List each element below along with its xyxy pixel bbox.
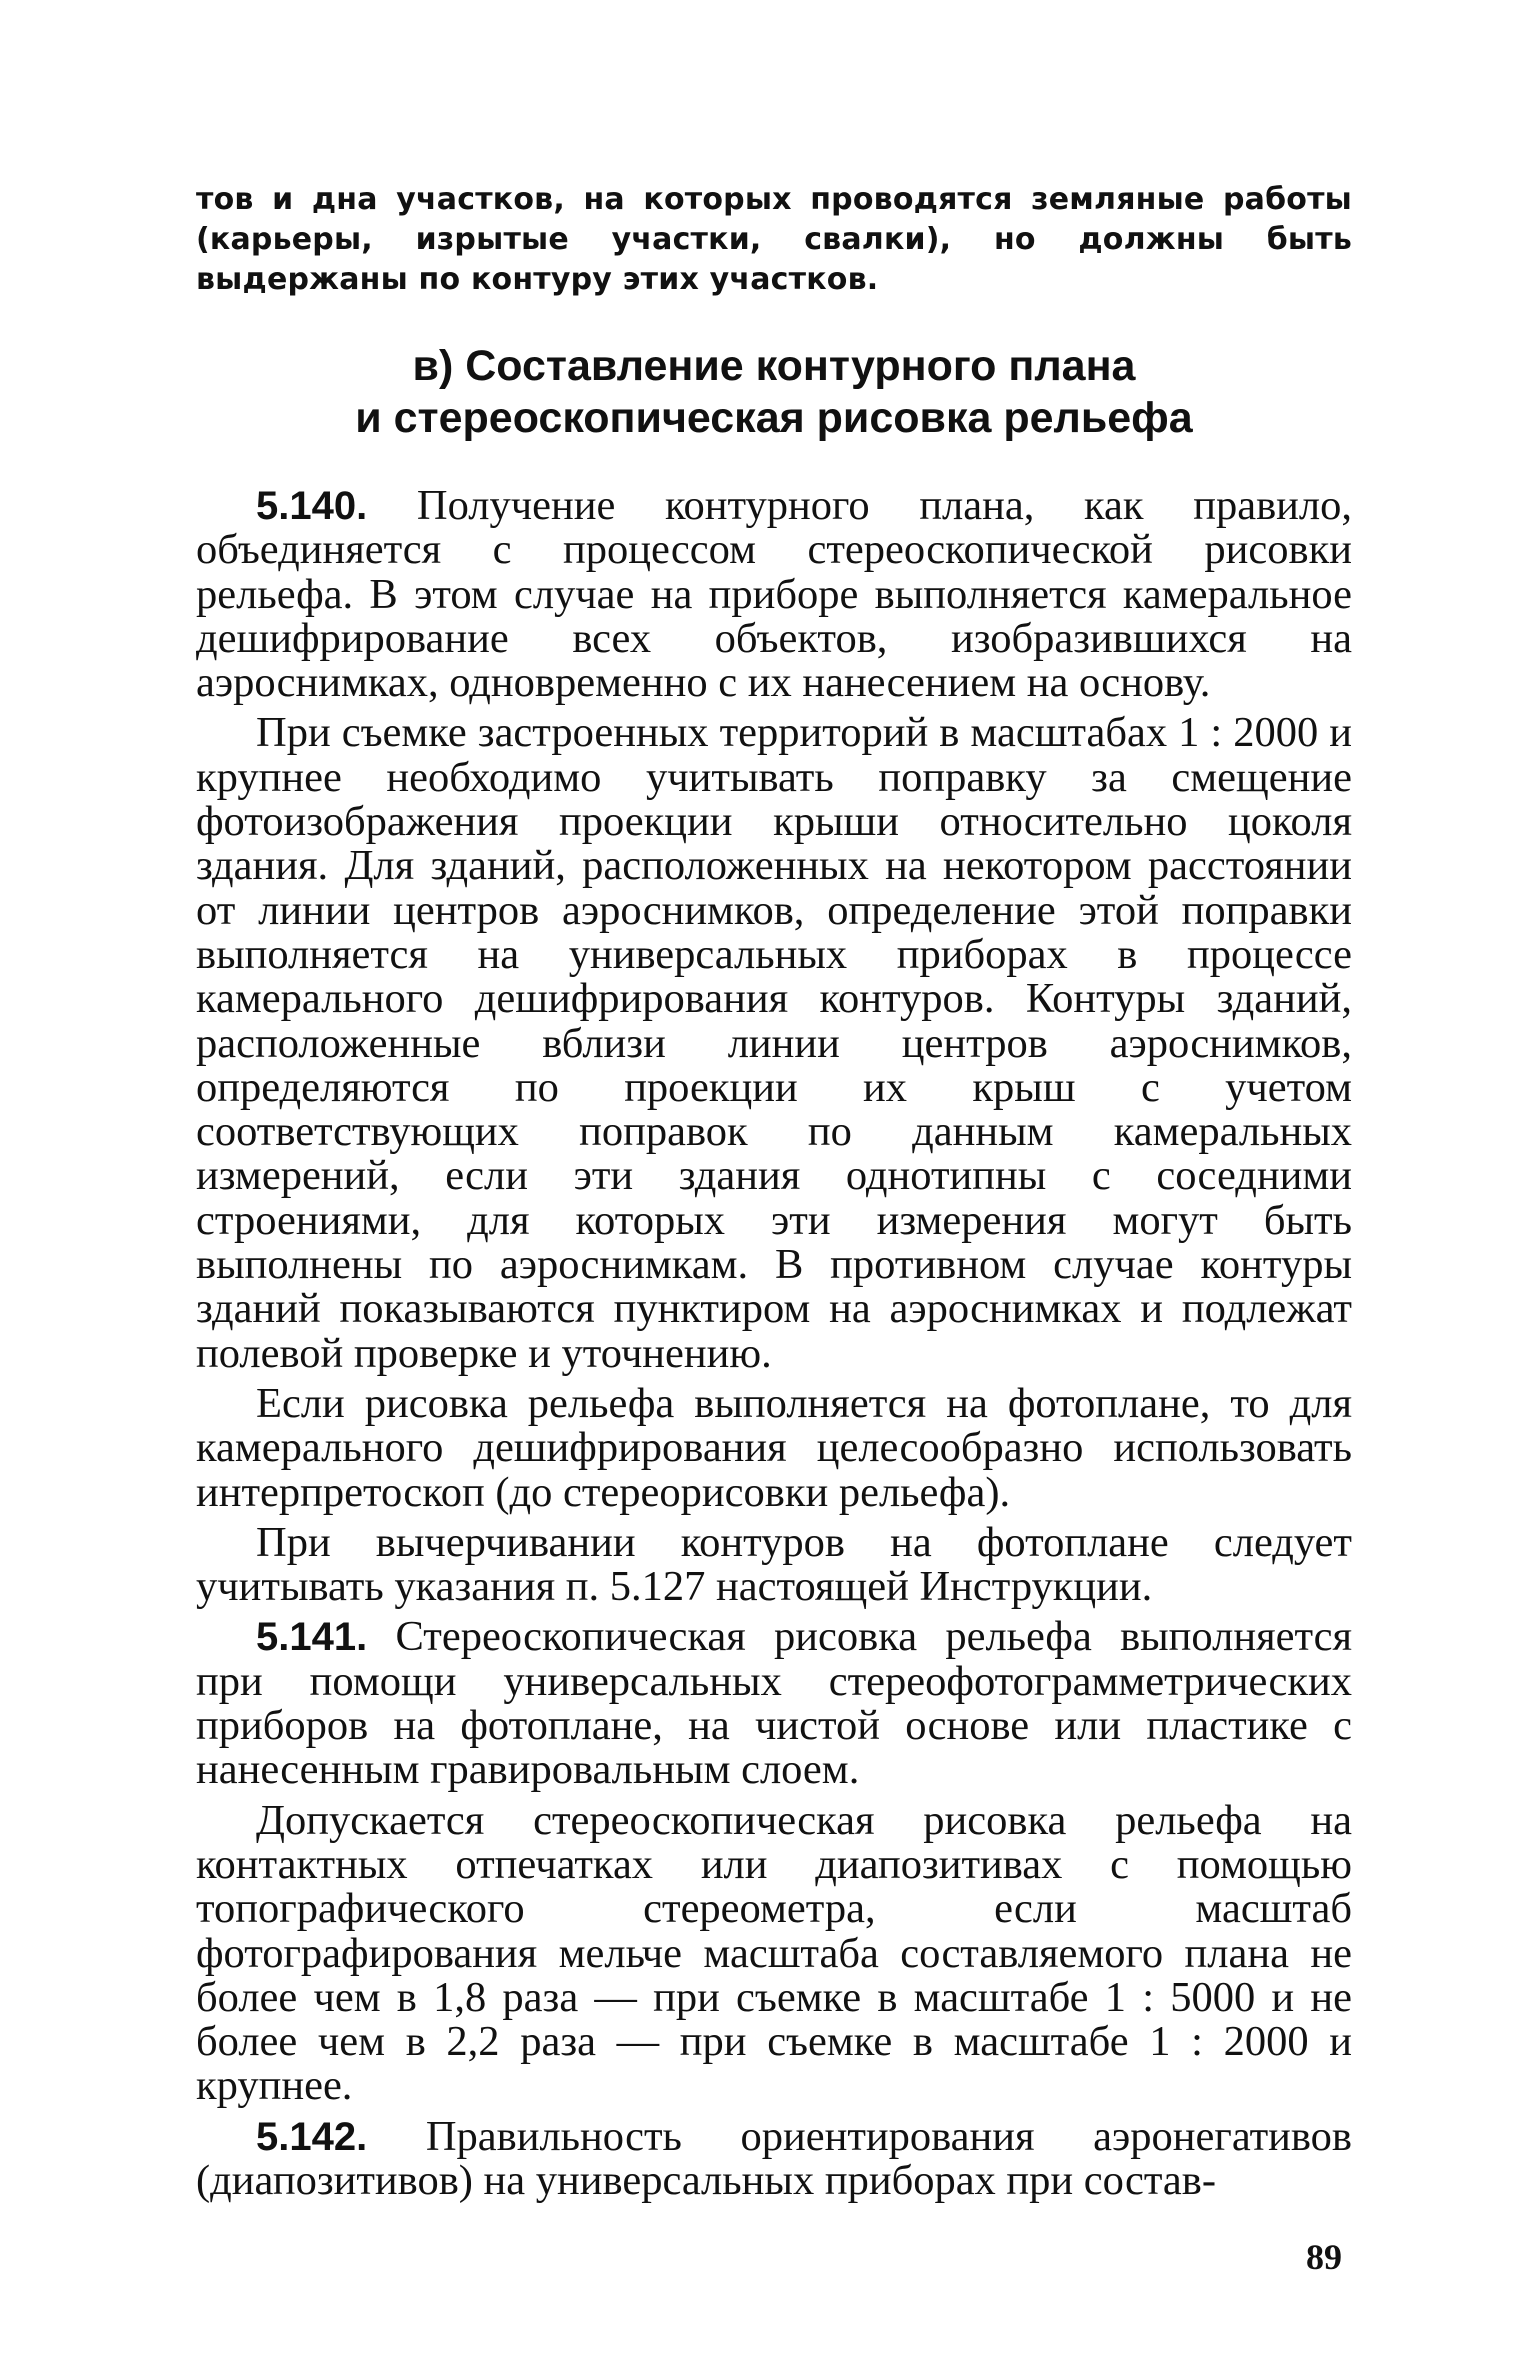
paragraph-photoplan-relief — [196, 1379, 1352, 1516]
paragraph-text: При съемке застроенных территорий в масштабах 1 : 2000 и крупнее необходимо учитывать поправку за смещение фотоизображения проекции крыши относительно цоколя здания. Для зданий, расположенных на некотором расстоянии от линии центров аэроснимков, определение этой поправки выполняется на универсальных приборах в процессе камерального дешифрирования контуров. Контуры зданий, расположенные вблизи линии центров аэроснимков, определяются по проекции их крыш с учетом соответствующих поправок по данным камеральных измерений, если эти здания однотипны с соседними строениями, для которых эти измерения могут быть выполнены по аэроснимкам. В противном случае контуры зданий показываются пунктиром на аэроснимках и подлежат полевой проверке и уточнению. — [196, 709, 1352, 1377]
paragraph-stereometer — [196, 1796, 1352, 2110]
document-page — [196, 180, 1352, 2209]
paragraph-text: Если рисовка рельефа выполняется на фотоплане, то для камерального дешифрирования целесообразно использовать интерпретоскоп (до стереорисовки рельефа). — [196, 1379, 1352, 1516]
paragraph-text: Стереоскопическая рисовка рельефа выполняется при помощи универсальных стереофотограмметрических приборов на фотоплане, на чистой основе или пластике с нанесенным гравировальным слоем. — [196, 1613, 1352, 1794]
section-title-line-1: в) Составление контурного плана — [412, 342, 1136, 390]
section-title-line-2: и стереоскопическая рисовка рельефа — [355, 394, 1193, 442]
paragraph-5-141 — [196, 1615, 1352, 1792]
paragraph-5-140 — [196, 484, 1352, 705]
paragraph-5-142 — [196, 2112, 1352, 2204]
paragraph-text: При вычерчивании контуров на фотоплане следует учитывать указания п. 5.127 настоящей Инструкции. — [196, 1518, 1352, 1611]
paragraph-number: 5.142. — [256, 2114, 368, 2159]
paragraph-number: 5.141. — [256, 1615, 368, 1660]
paragraph-text: Допускается стереоскопическая рисовка рельефа на контактных отпечатках или диапозитивах с помощью топографического стереометра, если масштаб фотографирования мельче масштаба составляемого плана не более чем в 1,8 раза — при съемке в масштабе 1 : 5000 и не более чем в 2,2 раза — при съемке в масштабе 1 : 2000 и крупнее. — [196, 1796, 1352, 2110]
paragraph-contour-drawing — [196, 1518, 1352, 1611]
section-title — [196, 340, 1352, 444]
paragraph-number: 5.140. — [256, 484, 368, 528]
intro-paragraph: тов и дна участков, на которых проводятся земляные работы (карьеры, изрытые участки, свалки), но должны быть выдержаны по контуру этих участков. — [196, 182, 1352, 297]
paragraph-built-up-areas — [196, 711, 1352, 1375]
paragraph-text: Получение контурного плана, как правило, объединяется с процессом стереоскопической рисовки рельефа. В этом случае на приборе выполняется камеральное дешифрирование всех объектов, изобразившихся на аэроснимках, одновременно с их нанесением на основу. — [196, 482, 1352, 707]
page-number: 89 — [1306, 2237, 1342, 2277]
paragraph-text: Правильность ориентирования аэронегативов (диапозитивов) на универсальных приборах при состав- — [196, 2112, 1352, 2204]
